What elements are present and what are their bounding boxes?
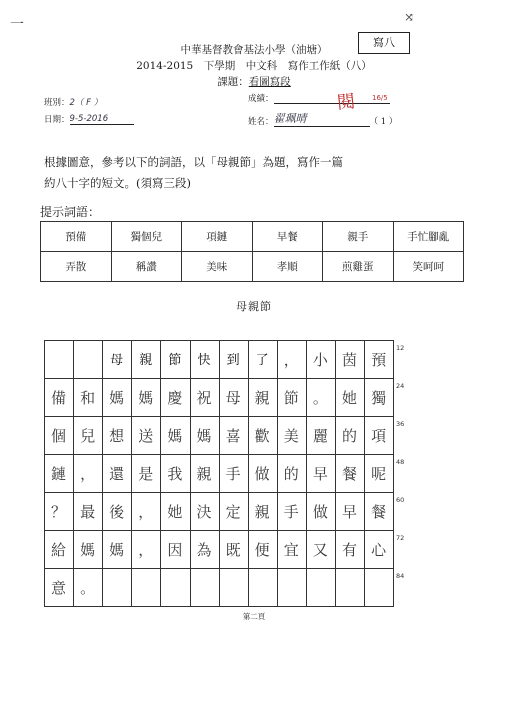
grid-cell-character: 節 — [283, 389, 299, 407]
instruction-line-2: 約八十字的短文。(須寫三段) — [44, 176, 191, 190]
grid-cell-character: 母 — [110, 353, 124, 368]
instruction-line-1: 根據圖意，參考以下的詞語，以「母親節」為題，寫作一篇 — [44, 155, 343, 169]
grid-cell-character: 慶 — [167, 389, 183, 407]
grid-cell-character: 麗 — [312, 427, 328, 445]
essay-title: 母親節 — [236, 300, 272, 313]
grid-cell-character: 定 — [225, 503, 241, 521]
name-field — [248, 110, 397, 127]
hint-word: 笑呵呵 — [393, 252, 464, 282]
grid-cell-character: 餐 — [341, 465, 357, 483]
class-field — [44, 96, 102, 108]
grid-cell-character: 。 — [312, 389, 328, 407]
grid-cell-character: 的 — [283, 465, 299, 483]
row-character-count: 24 — [396, 382, 405, 390]
row-character-count: 72 — [396, 534, 405, 542]
grid-cell-character: 既 — [225, 541, 241, 559]
grid-cell-character: 媽 — [196, 427, 212, 445]
grid-cell-character: 便 — [254, 541, 270, 559]
score-field — [248, 92, 390, 104]
grid-column-line — [393, 340, 394, 606]
grid-cell-character: 媽 — [138, 389, 154, 407]
grid-cell-character: 獨 — [371, 389, 387, 407]
name-label: 姓名： — [248, 117, 274, 127]
grid-cell-character: 個 — [50, 427, 66, 445]
grid-cell-character: 媽 — [109, 389, 125, 407]
date-field — [44, 113, 134, 125]
grid-cell-character: 。 — [80, 579, 96, 597]
grid-cell-character: 親 — [254, 389, 270, 407]
grid-row-line — [44, 606, 394, 607]
date-label: 日期： — [44, 115, 70, 125]
hint-title: 提示詞語： — [40, 205, 101, 219]
hint-word: 孝順 — [252, 252, 323, 282]
grid-cell-character: 美 — [283, 427, 299, 445]
row-character-count: 12 — [396, 344, 405, 352]
student-number: （ 1 ） — [369, 117, 398, 127]
hint-word: 獨個兒 — [111, 222, 182, 252]
grid-cell-character: 親 — [254, 503, 270, 521]
row-character-count: 36 — [396, 420, 405, 428]
grid-cell-character: 還 — [109, 465, 125, 483]
grid-cell-character: 歡 — [254, 427, 270, 445]
hint-word: 項鏈 — [182, 222, 253, 252]
grid-cell-character: 手 — [225, 465, 241, 483]
grid-cell-character: 備 — [50, 389, 66, 407]
grid-cell-character: 兒 — [80, 427, 96, 445]
class-value: 2（ F ） — [69, 98, 103, 108]
hint-word: 早餐 — [252, 222, 323, 252]
grid-cell-character: 餐 — [371, 503, 387, 521]
hint-word: 弄散 — [41, 252, 112, 282]
class-label: 班別： — [44, 98, 70, 108]
grid-cell-character: 的 — [341, 427, 357, 445]
grid-cell-character: ， — [138, 503, 154, 521]
grid-cell-character: 有 — [341, 541, 357, 559]
hint-word: 預備 — [41, 222, 112, 252]
hint-word: 煎雞蛋 — [323, 252, 394, 282]
grid-cell-character: 早 — [341, 503, 357, 521]
grid-cell-character: 她 — [167, 503, 183, 521]
page-number: 第二頁 — [242, 612, 266, 621]
grid-cell-character: ， — [138, 541, 154, 559]
writing-grid — [44, 340, 394, 606]
grid-cell-character: 媽 — [167, 427, 183, 445]
grid-cell-character: 項 — [371, 427, 387, 445]
grid-cell-character: 給 — [50, 541, 66, 559]
grid-cell-character: 到 — [226, 353, 240, 368]
grid-cell-character: 送 — [138, 427, 154, 445]
grid-cell-character: 後 — [109, 503, 125, 521]
grid-cell-character: 和 — [80, 389, 96, 407]
grid-cell-character: 媽 — [80, 541, 96, 559]
grid-cell-character: 決 — [196, 503, 212, 521]
grid-cell-character: 想 — [109, 427, 125, 445]
grid-cell-character: 預 — [371, 351, 387, 369]
row-character-count: 84 — [396, 572, 405, 580]
grid-cell-character: 小 — [312, 351, 328, 369]
grid-cell-character: 手 — [283, 503, 299, 521]
hint-word: 美味 — [182, 252, 253, 282]
grid-cell-character: ， — [80, 465, 96, 483]
grid-cell-character: 茵 — [341, 351, 357, 369]
hint-words-table — [40, 221, 464, 282]
worksheet-tag: 寫八 — [358, 32, 410, 54]
grid-cell-character: 祝 — [196, 389, 212, 407]
grid-cell-character: ？ — [50, 503, 66, 521]
hint-row — [41, 222, 464, 252]
topic-line — [0, 74, 508, 89]
grid-cell-character: 媽 — [109, 541, 125, 559]
date-value: 9-5-2016 — [70, 114, 134, 125]
row-character-count: 60 — [396, 496, 405, 504]
top-right-mark: ⤨ — [404, 10, 415, 24]
grid-cell-character: ， — [283, 351, 299, 369]
grid-cell-character: 快 — [197, 353, 211, 368]
grid-cell-character: 親 — [196, 465, 212, 483]
grid-cell-character: 因 — [167, 541, 183, 559]
grid-cell-character: 喜 — [225, 427, 241, 445]
grid-cell-character: 是 — [138, 465, 154, 483]
row-character-count: 48 — [396, 458, 405, 466]
grid-cell-character: 做 — [312, 503, 328, 521]
term-line: 2014-2015 下學期 中文科 寫作工作紙（八） — [136, 60, 372, 72]
topic-value: 看圖寫段 — [248, 76, 291, 88]
topic-label: 課題： — [217, 76, 249, 88]
hint-word: 稱讚 — [111, 252, 182, 282]
grid-cell-character: 最 — [80, 503, 96, 521]
hint-word: 手忙腳亂 — [393, 222, 464, 252]
grid-cell-character: 又 — [312, 541, 328, 559]
grid-cell-character: 節 — [168, 353, 182, 368]
hint-row — [41, 252, 464, 282]
grid-cell-character: 為 — [196, 541, 212, 559]
name-value: 翟珮晴 — [274, 110, 370, 127]
grid-cell-character: 呢 — [371, 465, 387, 483]
grid-cell-character: 做 — [254, 465, 270, 483]
grid-cell-character: 宜 — [283, 541, 299, 559]
grid-cell-character: 了 — [255, 353, 269, 368]
grid-cell-character: 鏈 — [50, 465, 66, 483]
top-left-mark: 一 — [10, 17, 24, 33]
grid-cell-character: 親 — [139, 353, 153, 368]
school-name: 中華基督教會基法小學（油塘） — [180, 44, 328, 56]
grid-cell-character: 我 — [167, 465, 183, 483]
grid-cell-character: 意 — [50, 579, 66, 597]
grid-cell-character: 早 — [312, 465, 328, 483]
checked-stamp-date: 16/5 — [372, 94, 388, 102]
grid-cell-character: 母 — [225, 389, 241, 407]
checked-stamp: 閱 — [336, 91, 357, 114]
grid-cell-character: 心 — [371, 541, 387, 559]
score-label: 成績： — [248, 94, 274, 104]
grid-cell-character: 她 — [341, 389, 357, 407]
hint-word: 親手 — [323, 222, 394, 252]
